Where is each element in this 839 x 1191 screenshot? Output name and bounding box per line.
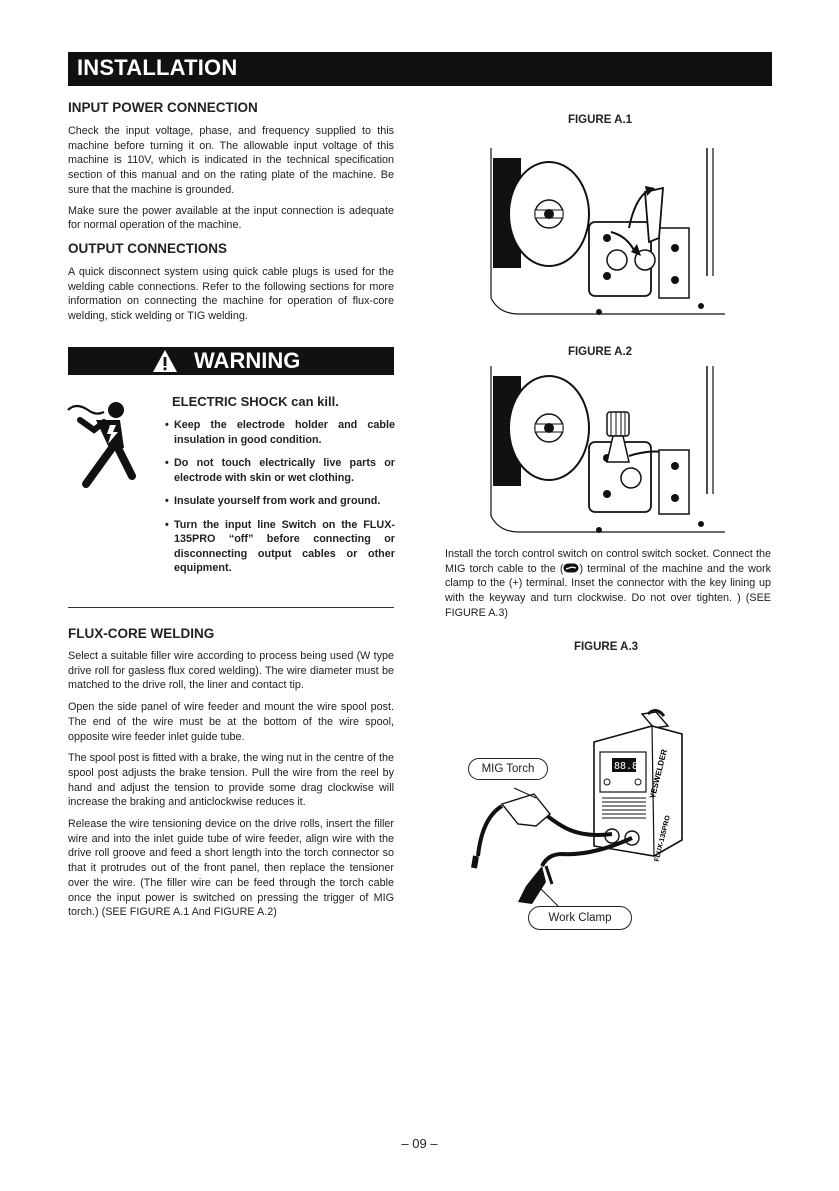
install-text-end: ) terminal of the machine and the work clamp to the (+) terminal. Inset the connector with the key lining up with the keyway and turn clockwise. Do not over tighten. ) (SEE FIGURE A.3): [445, 562, 771, 619]
warning-triangle-icon: [152, 349, 178, 373]
welder-display: 88.8: [614, 761, 639, 772]
input-power-paragraph-1: Check the input voltage, phase, and frequency supplied to this machine before turning it on. The allowable input voltage of this machine is 110V, which is indicated in the technical specification section of this manual and on the rating plate of the machine. Be sure that the machine is grounded.: [68, 125, 394, 196]
input-power-paragraph-2: Make sure the power available at the input connection is adequate for normal operation of the machine.: [68, 204, 394, 232]
warning-item: • Do not touch electrically live parts or electrode with skin or wet clothing.: [163, 456, 395, 485]
torch-terminal-icon: [563, 563, 579, 573]
flux-core-heading: FLUX-CORE WELDING: [68, 626, 215, 641]
install-text-start: Install the torch control switch on control switch socket. Connect the MIG torch cable to the (: [445, 548, 771, 575]
flux-core-paragraph-2: Open the side panel of wire feeder and mount the wire spool post. The end of the wire must be at the bottom of the wire spool, opposite wire feeder inlet guide tube.: [68, 701, 394, 743]
flux-core-section: [68, 626, 394, 920]
input-power-heading: INPUT POWER CONNECTION: [68, 100, 258, 115]
electric-shock-icon: [66, 398, 148, 490]
output-heading: OUTPUT CONNECTIONS: [68, 240, 228, 256]
input-power-section: [68, 100, 394, 324]
install-paragraph: [445, 547, 771, 621]
output-paragraph: A quick disconnect system using quick cable plugs is used for the welding cable connections. Refer to the following sections for more information on connecting the machine for operation of flux-core welding, stick welding or TIG welding.: [68, 265, 394, 323]
warning-title: ELECTRIC SHOCK can kill.: [172, 394, 339, 409]
warning-banner: [68, 347, 394, 375]
flux-core-paragraph-1: Select a suitable filler wire according to process being used (W type drive roll for gasless flux cored welding). The wire diameter must be matched to the drive roll, the liner and contact tip.: [68, 650, 394, 692]
figure-a2-drive-roll-illustration: [489, 366, 725, 536]
figure-a1-caption: FIGURE A.1: [567, 114, 633, 126]
flux-core-paragraph-3: The spool post is fitted with a brake, the wing nut in the centre of the spool post adjusts the brake tension. Pull the wire from the reel by hand and adjust the tension to provide some drag clockwise will increase the braking and anticlockwise reduces it.: [68, 752, 394, 809]
figure-a1-drive-roll-illustration: [489, 148, 725, 318]
page-number: – 09 –: [401, 1136, 438, 1151]
figure-a3-welder-illustration: [462, 706, 686, 914]
warning-list: [163, 418, 395, 585]
warning-item: • Insulate yourself from work and ground.: [163, 494, 395, 509]
warning-item: • Keep the electrode holder and cable insulation in good condition.: [163, 418, 395, 447]
figure-a3-caption: FIGURE A.3: [573, 641, 639, 653]
mig-torch-callout: MIG Torch: [468, 758, 548, 780]
work-clamp-callout: Work Clamp: [528, 906, 632, 930]
flux-core-paragraph-4: Release the wire tensioning device on the drive rolls, insert the filler wire and into the inlet guide tube of wire feeder, align wire with the drive roll groove and feed a short length into the torch connector so that it protrudes out of the front panel, then replace the tensioner over the wire. (The filler wire can be feed through the torch cable once the input power is switched on pressing the trigger of MIG torch.) (SEE FIGURE A.1 And FIGURE A.2): [68, 818, 394, 919]
section-banner: [68, 52, 772, 86]
warning-item: • Turn the input line Switch on the FLUX-135PRO “off” before connecting or disconnecting output cables or other equipment.: [163, 518, 395, 576]
section-title: INSTALLATION: [77, 55, 238, 80]
welder-model: FLUX-135PRO: [653, 814, 672, 863]
warning-label: WARNING: [194, 348, 301, 373]
welder-brand: YESWELDER: [647, 748, 669, 800]
section-divider: [68, 607, 394, 608]
figure-a2-caption: FIGURE A.2: [567, 346, 633, 358]
